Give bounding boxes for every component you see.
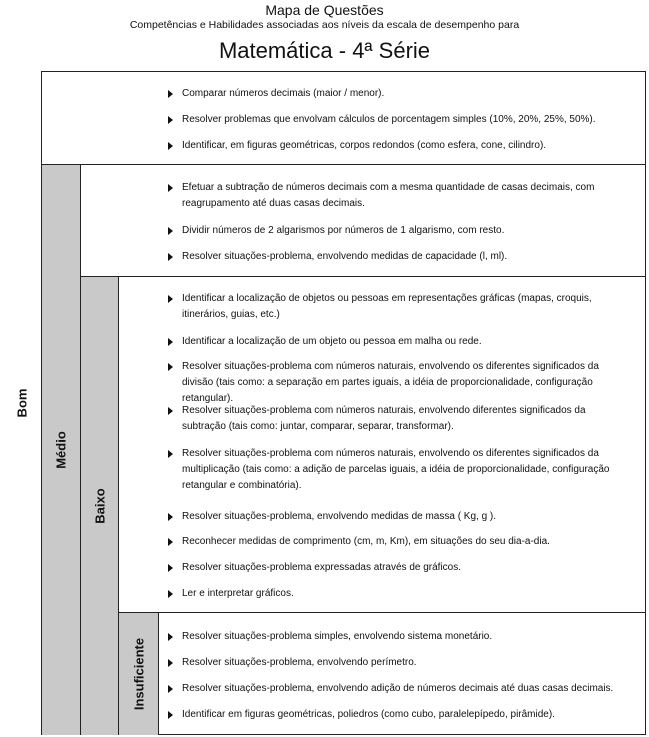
list-item: [182, 655, 632, 671]
header-title: Mapa de Questões: [265, 2, 384, 18]
level-baixo-column: [81, 277, 119, 735]
triangle-bullet-icon: [168, 659, 173, 667]
list-item: [182, 446, 632, 494]
triangle-bullet-icon: [168, 590, 173, 598]
list-item-text: Resolver problemas que envolvam cálculos de porcentagem simples (10%, 20%, 25%, 50%).: [182, 114, 596, 125]
divider-baixo-insuficiente: [119, 612, 646, 613]
triangle-bullet-icon: [168, 253, 173, 261]
list-item-text: Identificar a localização de objetos ou pessoas em representações gráficas (mapas, croquis, itinerários, guias, etc.): [182, 293, 592, 320]
list-item: [182, 86, 632, 102]
triangle-bullet-icon: [168, 685, 173, 693]
list-item: [182, 586, 632, 602]
list-item: [182, 509, 632, 525]
list-item-text: Efetuar a subtração de números decimais com a mesma quantidade de casas decimais, com reagrupamento até duas casas decimais.: [182, 182, 595, 209]
list-item-text: Resolver situações-problema, envolvendo medidas de massa ( Kg, g ).: [182, 511, 497, 522]
triangle-bullet-icon: [168, 338, 173, 346]
list-item: [182, 112, 632, 128]
list-item: [182, 223, 632, 239]
triangle-bullet-icon: [168, 227, 173, 235]
triangle-bullet-icon: [168, 407, 173, 415]
list-item-text: Resolver situações-problema, envolvendo medidas de capacidade (l, ml).: [182, 251, 508, 262]
list-item-text: Comparar números decimais (maior / menor).: [182, 88, 385, 99]
divider-bom-medio: [42, 164, 646, 165]
header-subtitle: Competências e Habilidades associadas aos níveis da escala de desempenho para: [129, 19, 520, 31]
triangle-bullet-icon: [168, 538, 173, 546]
level-bom-label: Bom: [14, 388, 30, 418]
list-item-text: Identificar, em figuras geométricas, corpos redondos (como esfera, cone, cilindro).: [182, 140, 547, 151]
triangle-bullet-icon: [168, 90, 173, 98]
list-item: [182, 629, 632, 645]
triangle-bullet-icon: [168, 513, 173, 521]
level-insuficiente-label: Insuficiente: [131, 637, 146, 711]
list-item-text: Identificar em figuras geométricas, poliedros (como cubo, paralelepípedo, pirâmide).: [182, 709, 555, 720]
level-medio-column: [42, 165, 81, 735]
list-item-text: Reconhecer medidas de comprimento (cm, m, Km), em situações do seu dia-a-dia.: [182, 536, 550, 547]
list-item: [182, 707, 632, 723]
list-item: [182, 291, 632, 323]
list-item-text: Identificar a localização de um objeto ou pessoa em malha ou rede.: [182, 336, 482, 347]
triangle-bullet-icon: [168, 142, 173, 150]
page-title: Matemática - 4ª Série: [218, 38, 431, 63]
list-item: [182, 534, 632, 550]
triangle-bullet-icon: [168, 116, 173, 124]
list-item-text: Resolver situações-problema com números naturais, envolvendo os diferentes significados da multiplicação (tais como: a adição de parcelas iguais, a idéia de proporcionalidade, configuração retangular e combinatória).: [182, 448, 610, 491]
list-item: [182, 359, 632, 407]
triangle-bullet-icon: [168, 450, 173, 458]
list-item: [182, 138, 632, 154]
list-item-text: Ler e interpretar gráficos.: [182, 588, 294, 599]
list-item: [182, 681, 632, 697]
triangle-bullet-icon: [168, 711, 173, 719]
triangle-bullet-icon: [168, 564, 173, 572]
level-insuficiente-column: [119, 613, 159, 735]
list-item: [182, 249, 632, 265]
triangle-bullet-icon: [168, 633, 173, 641]
triangle-bullet-icon: [168, 295, 173, 303]
triangle-bullet-icon: [168, 184, 173, 192]
list-item-text: Resolver situações-problema simples, envolvendo sistema monetário.: [182, 631, 493, 642]
level-medio-label: Médio: [53, 431, 69, 469]
level-baixo-label: Baixo: [92, 488, 107, 524]
list-item-text: Resolver situações-problema, envolvendo adição de números decimais até duas casas decimais.: [182, 683, 614, 694]
divider-medio-baixo: [81, 276, 646, 277]
list-item-text: Resolver situações-problema com números naturais, envolvendo diferentes significados da subtração (tais como: juntar, comparar, separar, transformar).: [182, 405, 586, 432]
list-item: [182, 403, 632, 435]
list-item-text: Resolver situações-problema com números naturais, envolvendo os diferentes significados da divisão (tais como: a separação em partes iguais, a idéia de proporcionalidade, configuração retangular).: [182, 361, 599, 404]
triangle-bullet-icon: [168, 363, 173, 371]
level-bom-column: [3, 71, 42, 735]
list-item-text: Resolver situações-problema, envolvendo perímetro.: [182, 657, 417, 668]
list-item-text: Resolver situações-problema expressadas através de gráficos.: [182, 562, 462, 573]
list-item-text: Dividir números de 2 algarismos por números de 1 algarismo, com resto.: [182, 225, 505, 236]
list-item: [182, 180, 632, 212]
list-item: [182, 560, 632, 576]
list-item: [182, 334, 632, 350]
